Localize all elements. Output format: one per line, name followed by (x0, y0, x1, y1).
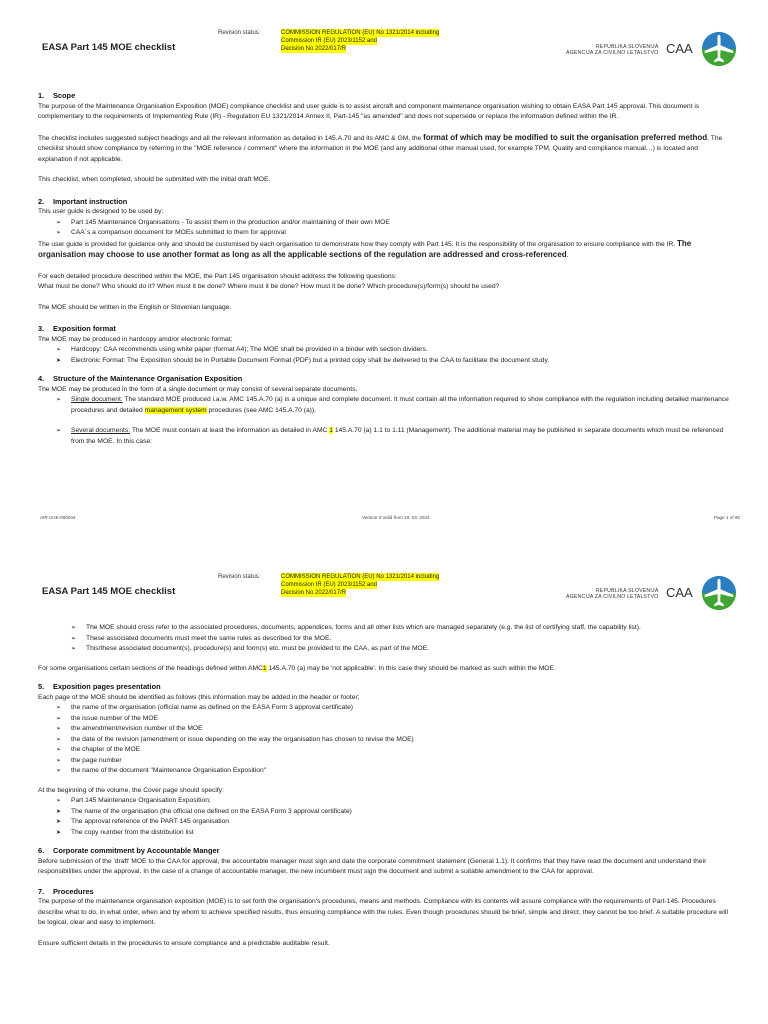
agency-line-2: AGENCIJA ZA CIVILNO LETALSTVO (566, 594, 659, 601)
revision-line: Commission IR (EU) 2023/1152 and (281, 582, 377, 588)
paragraph: The user guide is provided for guidance only and should be customised by each organisation to demonstrate how they comply with Part 145. It is the responsibility of the organisation to ensure compliance with the IR. The organisation may choose to use another format as long as all the applicable sections of the regulation are addressed and cross-referenced. (38, 238, 692, 259)
revision-line: Commission IR (EU) 2023/1152 and (281, 38, 377, 44)
bullet-list (38, 218, 734, 239)
list-item: ➢ Part 145 Maintenance Organisations - To assist them in the production and/or maintaining of their own MOE (56, 218, 734, 229)
paragraph: The MOE may be produced in hardcopy amd/or electronic format; (38, 335, 233, 343)
paragraph: The MOE may be produced in the form of a single document or may consist of several separate documents. (38, 385, 358, 393)
section-heading: 3. Exposition format (38, 324, 116, 333)
paragraph: Before submission of the 'draft' MOE to the CAA for approval, the accountable manager must sign and date the corporate commitment statement (General 1.1). It confirms that they have read the document and understand their responsibilities under the approval. In the case of a change of accountable manager, the new incumbent must sign the document and submit a suitable amendment to the CAA for approval. (38, 857, 707, 875)
section-heading: 4. Structure of the Maintenance Organisation Exposition (38, 374, 243, 383)
revision-line: COMMISSION REGULATION (EU) No 1321/2014 including (281, 574, 440, 580)
section-heading: 5. Exposition pages presentation (38, 682, 161, 691)
paragraph: For some organisations certain sections of the headings defined within AMC1 145.A.70 (a) may be 'not applicable'. In this case they should be marked as such within the MOE. (38, 664, 556, 672)
list-item: ➢ These associated documents must meet the same rules as described for the MOE. (71, 634, 734, 645)
paragraph: The MOE should be written in the English or Slovenian language. (38, 303, 232, 311)
page-header (0, 544, 768, 614)
paragraph: At the beginning of the volume, the Cover page should specify: (38, 786, 224, 794)
paragraph: Ensure sufficient details in the procedures to ensure compliance and a predictable auditable result. (38, 939, 330, 947)
revision-line: COMMISSION REGULATION (EU) No 1321/2014 including (281, 30, 440, 36)
paragraph: Each page of the MOE should be identified as follows (this information may be added in the header or footer; (38, 693, 360, 701)
page2-content (38, 623, 734, 949)
agency-name (566, 44, 658, 56)
revision-label: Revision status: (218, 30, 261, 36)
list-item: ➢ the name of the organisation (official name as defined on the EASA Form 3 approval certificate) (56, 703, 734, 714)
section-heading: 1. Scope (38, 91, 76, 100)
document-title: EASA Part 145 MOE checklist (42, 586, 176, 597)
list-item: ➢ Several documents: The MOE must contain at least the information as detailed in AMC 1 145.A.70 (a) 1.1 to 1.11 (Management). The additional material may be published in separate documents which must be referenced from the MOE. In this case: (56, 426, 734, 447)
page-number: Page 1 of 90 (713, 515, 740, 520)
agency-line-1: REPUBLIKA SLOVENIJA (595, 44, 659, 50)
paragraph: This user guide is designed to be used by: (38, 208, 164, 215)
list-item: ➢ the amendment/revision number of the MOE (56, 724, 734, 735)
caa-wordmark: CAA (666, 41, 693, 56)
list-item: ➢ Part 145 Maintenance Organisation Exposition; (56, 796, 734, 807)
list-item: ➢ the chapter of the MOE (56, 745, 734, 756)
section-heading: 7. Procedures (38, 886, 94, 896)
version-info: Version 3 Valid from 19. 03. 2024 (362, 515, 430, 520)
list-item: ➢ The MOE should cross refer to the associated procedures, documents, appendices, forms and all other lists which are managed separately (e.g. the list of certifying staff, the capability list). (71, 623, 734, 634)
airplane-globe-icon (700, 30, 738, 68)
list-item: ➢ the date of the revision (amendment or issue depending on the way the organisation has chosen to revise the MOE) (56, 735, 734, 746)
agency-name (566, 588, 658, 600)
revision-status (281, 29, 439, 53)
bullet-list (38, 796, 734, 838)
bullet-list (38, 345, 734, 366)
revision-status (281, 573, 439, 597)
document-page-2 (0, 560, 768, 1024)
list-item: ➢ Single document: The standard MOE produced i.a.w. AMC 145.A.70 (a) is a unique and complete document. It must contain all the information required to show compliance with the regulation including detailed maintenance procedures and detailed management system procedures (see AMC 145.A.70 (a)). (56, 395, 734, 416)
document-code: AIR.CHK-000044 (40, 515, 76, 520)
revision-line: Decision No 2022/017/R (281, 46, 347, 52)
revision-label: Revision status: (218, 574, 261, 580)
list-item: ➢ CAA´s a comparison document for MOEs submitted to them for approval (56, 228, 734, 239)
list-item: ➤ Electronic Format: The Exposition should be in Portable Document Format (PDF) but a printed copy shall be delivered to the CAA to facilitate the document study. (56, 356, 734, 367)
paragraph: The purpose of the Maintenance Organisation Exposition (MOE) compliance checklist and user guide is to assist aircraft and component maintenance organisation wishing to obtain EASA Part 145 approval. This document is complementary to the requirements of Implementing Rule (IR) - Regulation EU 1321/2014 Annex II, Part-145 "as amended" and does not supersede or replace the information defined within the IR. (38, 102, 700, 120)
agency-line-2: AGENCIJA ZA CIVILNO LETALSTVO (566, 50, 659, 57)
page-header (0, 0, 768, 70)
bullet-list (38, 623, 734, 655)
paragraph: This checklist, when completed, should be submitted with the initial draft MOE. (38, 176, 271, 183)
list-item: ➢ the page number (56, 756, 734, 767)
paragraph: What must be done? Who should do it? When must it be done? Where must it be done? How must it be done? Which procedure(s)/form(s) should be used? (38, 283, 500, 290)
list-item: ➤ The approval reference of the PART 145 organisation (56, 817, 734, 828)
agency-line-1: REPUBLIKA SLOVENIJA (595, 588, 659, 594)
section-heading: 6. Corporate commitment by Accountable Manger (38, 846, 220, 855)
section-heading: 2. Important instruction (38, 196, 128, 206)
list-item: ➤ The copy number from the distribution list (56, 828, 734, 839)
paragraph: The checklist includes suggested subject headings and all the relevant information as detailed in 145.A.70 and its AMC & GM, the format of which may be modified to suit the organisation preferred method. The checklist should show compliance by referring in the "MOE reference / comment" where the information in the MOE (and any additional other manual used, for example TPM, Quality and compliance manual…) is located and explanation if not applicable. (38, 132, 723, 163)
list-item: ➤ The name of the organisation (the official one defined on the EASA Form 3 approval certificate) (56, 807, 734, 818)
page1-content (38, 91, 734, 447)
airplane-globe-icon (700, 574, 738, 612)
document-title: EASA Part 145 MOE checklist (42, 42, 176, 53)
revision-line: Decision No 2022/017/R (281, 590, 347, 596)
list-item: ➢ Hardcopy: CAA recommends using white paper (format A4); The MOE shall be provided in a binder with section dividers. (56, 345, 734, 356)
paragraph: The purpose of the maintenance organisation exposition (MOE) is to set forth the organisation's procedures, means and methods. Compliance with its contents will assure compliance with the requirements of Part-145. Procedures describe what to do, in what order, when and by whom to achieve specified results, thus ensuring compliance with the rules. Even though procedures should be brief, simple and direct, they cannot be too brief. A suitable procedure will be logical, clear and easy to implement. (38, 898, 728, 926)
caa-wordmark: CAA (666, 585, 693, 600)
list-item: ➢ This/these associated document(s), procedure(s) and form(s) etc. must be provided to the CAA, as part of the MOE. (71, 644, 734, 655)
bullet-list (38, 703, 734, 777)
list-item: ➢ the name of the document "Maintenance Organisation Exposition" (56, 766, 734, 777)
list-item: ➢ the issue number of the MOE (56, 714, 734, 725)
paragraph: For each detailed procedure described within the MOE, the Part 145 organisation should address the following questions: (38, 272, 397, 280)
bullet-list (38, 395, 734, 447)
